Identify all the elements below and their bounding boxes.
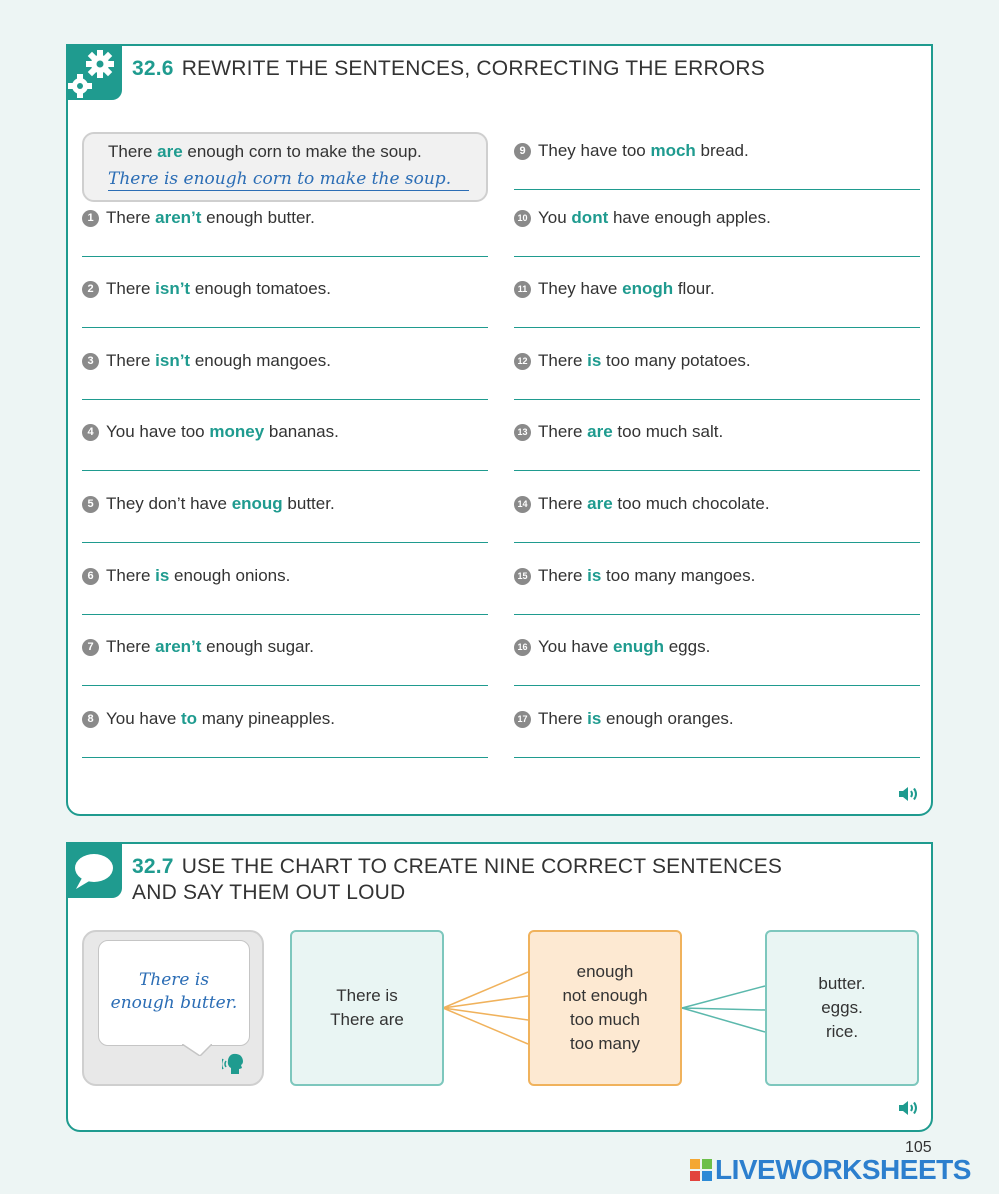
error-word: is xyxy=(587,350,602,370)
chart-option: There is xyxy=(336,986,398,1005)
answer-line[interactable] xyxy=(82,542,488,543)
exercise-item xyxy=(514,562,920,634)
error-word: aren’t xyxy=(155,207,202,227)
chart-column-noun xyxy=(765,930,919,1086)
item-sentence: 8 You have to many pineapples. xyxy=(82,709,335,729)
item-sentence: 6 There is enough onions. xyxy=(82,566,290,586)
error-word: is xyxy=(587,565,602,585)
chart-option: rice. xyxy=(825,1022,859,1041)
item-sentence: 17 There is enough oranges. xyxy=(514,709,734,729)
item-sentence: 3 There isn’t enough mangoes. xyxy=(82,351,331,371)
item-sentence: 14 There are too much chocolate. xyxy=(514,494,770,514)
item-number-badge: 2 xyxy=(82,281,99,298)
chart-option: eggs. xyxy=(821,998,863,1017)
item-sentence: 2 There isn’t enough tomatoes. xyxy=(82,279,331,299)
item-number-badge: 16 xyxy=(514,639,531,656)
brand-logo-icon xyxy=(690,1159,712,1181)
error-word: enogh xyxy=(622,279,674,299)
item-sentence: 11 They have enogh flour. xyxy=(514,279,715,299)
item-sentence: 5 They don’t have enoug butter. xyxy=(82,494,335,514)
exercise-item xyxy=(82,633,488,705)
answer-line[interactable] xyxy=(82,470,488,471)
brand-logo xyxy=(690,1155,971,1185)
answer-line[interactable] xyxy=(514,757,920,758)
gears-icon xyxy=(66,44,122,100)
speaker-icon[interactable] xyxy=(897,1098,921,1118)
item-number-badge: 3 xyxy=(82,353,99,370)
item-number-badge: 13 xyxy=(514,424,531,441)
example-answer: There is enough corn to make the soup. xyxy=(108,168,469,191)
item-number-badge: 1 xyxy=(82,210,99,227)
chart-option: butter. xyxy=(818,974,866,993)
error-word: aren’t xyxy=(155,637,202,657)
exercise-number: 32.7 xyxy=(132,855,174,878)
exercise-item xyxy=(82,275,488,347)
chart-column-subject xyxy=(290,930,444,1086)
exercise-item xyxy=(514,347,920,419)
example-question: There are enough corn to make the soup. xyxy=(108,142,422,161)
item-sentence: 1 There aren’t enough butter. xyxy=(82,208,315,228)
error-word: enoug xyxy=(231,494,283,513)
exercise-item xyxy=(82,562,488,634)
exercise-number: 32.6 xyxy=(132,57,174,80)
answer-line[interactable] xyxy=(514,542,920,543)
item-number-badge: 14 xyxy=(514,496,531,513)
exercise-panel-32-7 xyxy=(66,842,933,1132)
answer-line[interactable] xyxy=(82,685,488,686)
item-sentence: 16 You have enugh eggs. xyxy=(514,637,710,657)
exercise-item xyxy=(82,347,488,419)
exercise-badge xyxy=(66,44,122,100)
item-number-badge: 8 xyxy=(82,711,99,728)
exercise-panel-32-6 xyxy=(66,44,933,816)
error-word: isn’t xyxy=(155,279,191,299)
answer-line[interactable] xyxy=(514,614,920,615)
bubble-text: There is enough butter. xyxy=(110,970,238,1013)
item-number-badge: 12 xyxy=(514,353,531,370)
item-sentence: 10 You dont have enough apples. xyxy=(514,208,771,228)
answer-line[interactable] xyxy=(514,470,920,471)
error-word: enugh xyxy=(613,637,664,657)
item-number-badge: 10 xyxy=(514,210,531,227)
item-sentence: 7 There aren’t enough sugar. xyxy=(82,637,314,657)
answer-line[interactable] xyxy=(82,399,488,400)
item-sentence: 13 There are too much salt. xyxy=(514,422,723,442)
item-number-badge: 17 xyxy=(514,711,531,728)
error-word: is xyxy=(155,565,170,585)
exercise-item xyxy=(82,418,488,490)
item-number-badge: 4 xyxy=(82,424,99,441)
error-word: moch xyxy=(650,141,696,160)
brand-name: LIVEWORKSHEETS xyxy=(715,1154,971,1185)
exercise-item xyxy=(82,705,488,777)
item-number-badge: 5 xyxy=(82,496,99,513)
chart-option: too many xyxy=(570,1034,640,1053)
answer-line[interactable] xyxy=(82,614,488,615)
chart-option: too much xyxy=(570,1010,640,1029)
item-sentence: 15 There is too many mangoes. xyxy=(514,566,755,586)
speaker-icon[interactable] xyxy=(897,784,921,804)
item-sentence: 12 There is too many potatoes. xyxy=(514,351,751,371)
item-number-badge: 7 xyxy=(82,639,99,656)
error-word: dont xyxy=(571,207,609,227)
answer-line[interactable] xyxy=(82,256,488,257)
exercise-item xyxy=(514,275,920,347)
exercise-heading-line1: USE THE CHART TO CREATE NINE CORRECT SENTENCES xyxy=(181,855,783,878)
exercise-item xyxy=(514,490,920,562)
answer-line[interactable] xyxy=(514,685,920,686)
error-word: are xyxy=(587,494,613,513)
item-sentence: 4 You have too money bananas. xyxy=(82,422,339,442)
chart-option: There are xyxy=(330,1010,404,1029)
exercise-item xyxy=(514,418,920,490)
chart-column-quantity xyxy=(528,930,682,1086)
exercise-title xyxy=(132,56,765,82)
error-word: is xyxy=(587,708,602,728)
error-word: isn’t xyxy=(155,350,191,370)
exercise-item xyxy=(82,204,488,276)
exercise-item xyxy=(514,137,920,209)
item-sentence: 9 They have too moch bread. xyxy=(514,141,749,161)
exercise-heading: REWRITE THE SENTENCES, CORRECTING THE ERRORS xyxy=(181,57,765,80)
item-number-badge: 6 xyxy=(82,568,99,585)
item-number-badge: 15 xyxy=(514,568,531,585)
exercise-heading-line2: AND SAY THEM OUT LOUD xyxy=(132,881,406,904)
chart-option: not enough xyxy=(562,986,648,1005)
answer-line[interactable] xyxy=(514,256,920,257)
chart-option: enough xyxy=(576,962,634,981)
exercise-item xyxy=(82,490,488,562)
answer-line[interactable] xyxy=(514,399,920,400)
exercise-item xyxy=(514,633,920,705)
item-number-badge: 9 xyxy=(514,143,531,160)
answer-line[interactable] xyxy=(514,189,920,190)
exercise-item xyxy=(514,204,920,276)
exercise-item xyxy=(514,705,920,777)
answer-line[interactable] xyxy=(82,757,488,758)
page-number: 105 xyxy=(905,1139,932,1156)
item-number-badge: 11 xyxy=(514,281,531,298)
error-word: to xyxy=(181,708,198,728)
error-word: money xyxy=(209,422,265,442)
error-word: are xyxy=(587,422,613,442)
answer-line[interactable] xyxy=(514,327,920,328)
example-card xyxy=(82,132,488,202)
answer-line[interactable] xyxy=(82,327,488,328)
